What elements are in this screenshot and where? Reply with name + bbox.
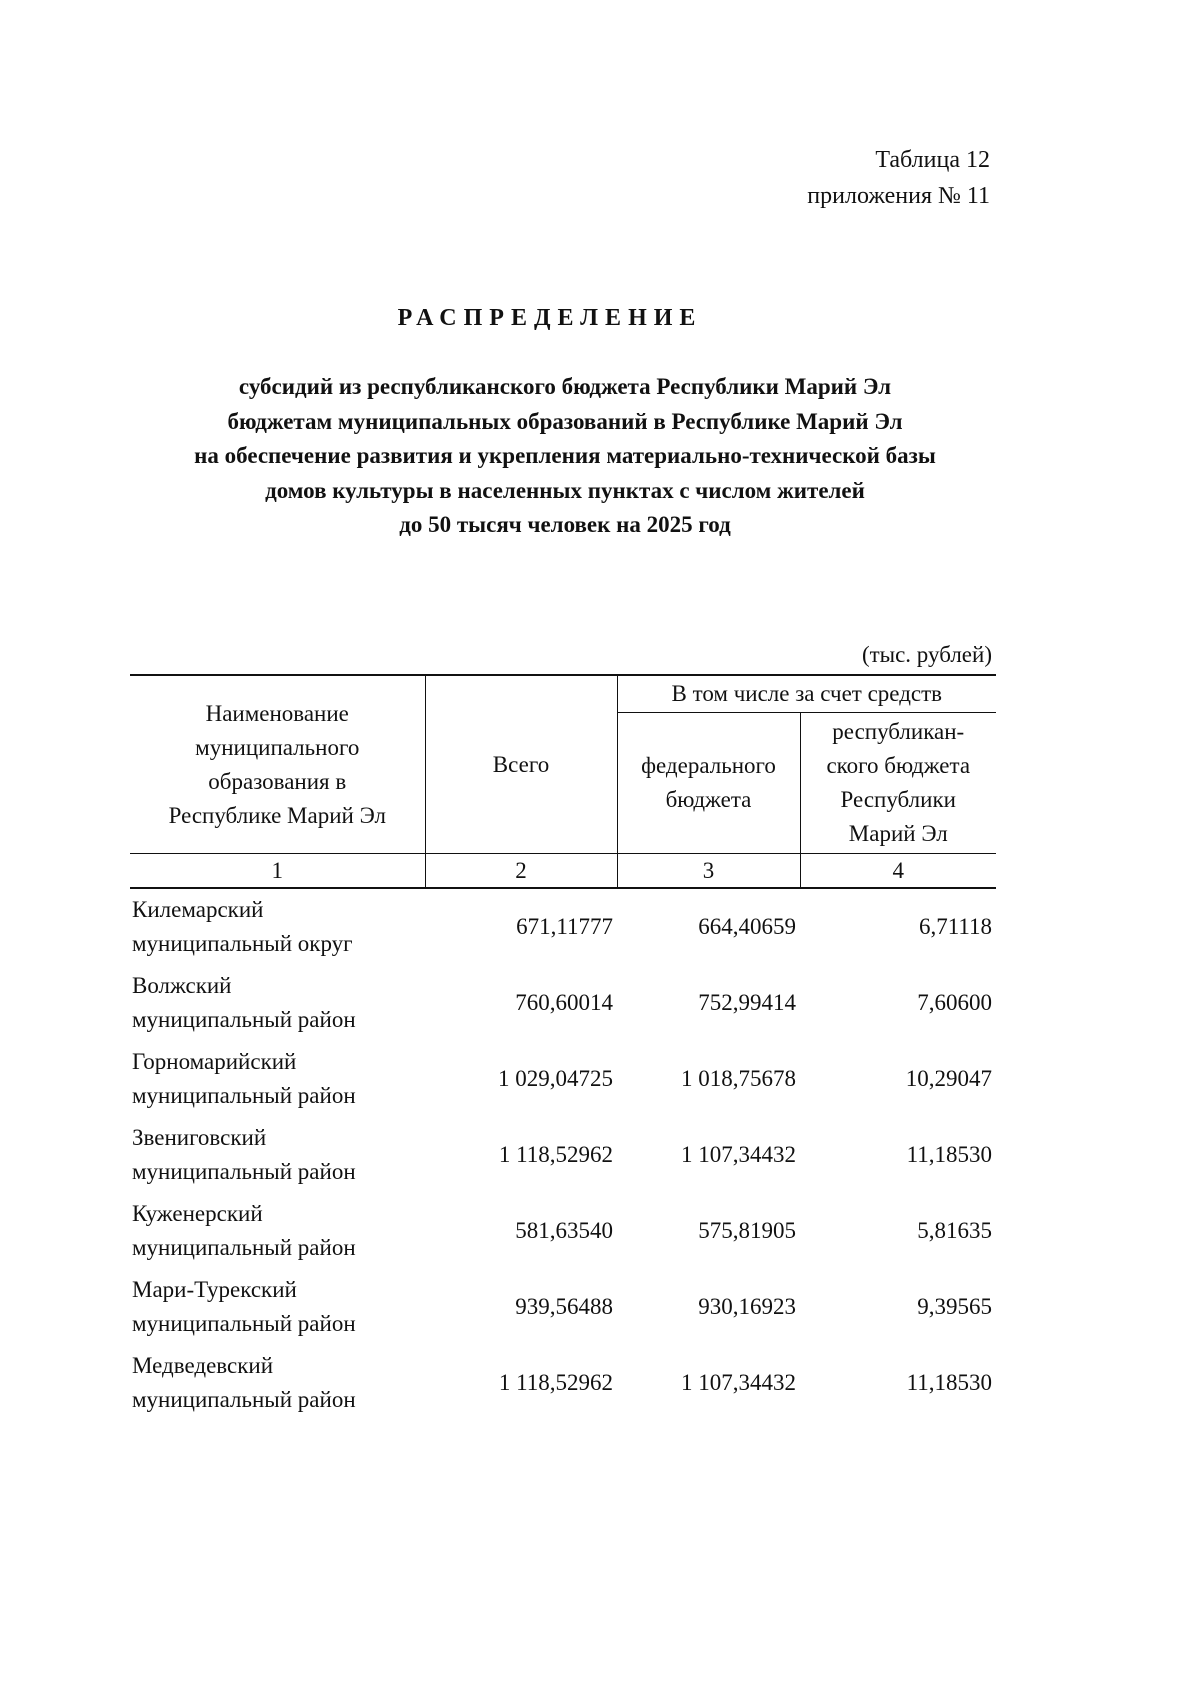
municipality-name-line2: муниципальный район <box>132 1083 356 1108</box>
total-value: 939,56488 <box>515 1294 613 1319</box>
table-row <box>130 1041 996 1117</box>
column-number: 3 <box>617 854 800 889</box>
total-value: 671,11777 <box>516 914 613 939</box>
municipality-name-line1: Волжский <box>132 973 232 998</box>
header-total: Всего <box>425 675 617 854</box>
municipality-name-line1: Мари-Турекский <box>132 1277 297 1302</box>
municipality-name <box>130 1117 425 1193</box>
municipality-name <box>130 1269 425 1345</box>
municipality-name <box>130 888 425 965</box>
subtitle-line: на обеспечение развития и укрепления материально-технической базы <box>194 443 936 468</box>
municipality-name-line2: муниципальный район <box>132 1235 356 1260</box>
header-group: В том числе за счет средств <box>617 675 996 713</box>
subtitle-line: субсидий из республиканского бюджета Республики Марий Эл <box>238 374 892 399</box>
municipality-name-line2: муниципальный район <box>132 1007 356 1032</box>
reference-line-1: Таблица 12 <box>875 147 990 173</box>
table-row <box>130 1269 996 1345</box>
municipality-name-line1: Медведевский <box>132 1353 274 1378</box>
table-row <box>130 1117 996 1193</box>
federal-value: 1 107,34432 <box>681 1370 796 1395</box>
municipality-name-line2: муниципальный район <box>132 1159 356 1184</box>
subtitle-line: домов культуры в населенных пунктах с числом жителей <box>265 477 865 503</box>
municipality-name <box>130 1345 425 1421</box>
republic-value: 7,60600 <box>917 990 992 1015</box>
municipality-name <box>130 965 425 1041</box>
federal-value: 752,99414 <box>698 990 796 1015</box>
total-value: 581,63540 <box>515 1218 613 1243</box>
document-subtitle <box>0 370 1130 543</box>
republic-value: 10,29047 <box>905 1066 992 1091</box>
table-row <box>130 888 996 965</box>
municipality-name <box>130 1041 425 1117</box>
subtitle-line: бюджетам муниципальных образований в Республике Марий Эл <box>227 408 903 434</box>
total-value: 1 118,52962 <box>498 1370 613 1395</box>
federal-value: 1 107,34432 <box>681 1142 796 1167</box>
total-value: 760,60014 <box>515 990 613 1015</box>
table-reference <box>807 142 990 214</box>
municipality-name-line1: Куженерский <box>132 1201 263 1226</box>
column-number: 1 <box>130 854 425 889</box>
total-value: 1 118,52962 <box>498 1142 613 1167</box>
total-value: 1 029,04725 <box>498 1066 613 1091</box>
municipality-name-line2: муниципальный район <box>132 1311 356 1336</box>
municipality-name-line2: муниципальный округ <box>132 931 353 956</box>
federal-value: 575,81905 <box>698 1218 796 1243</box>
table-row <box>130 965 996 1041</box>
municipality-name-line1: Горномарийский <box>132 1049 297 1074</box>
municipality-name-line1: Килемарский <box>132 897 264 922</box>
header-republic: республикан-ского бюджета Республики Марий Эл <box>800 713 996 854</box>
republic-value: 6,71118 <box>918 914 992 939</box>
municipality-name <box>130 1193 425 1269</box>
column-numbers-row <box>130 854 996 889</box>
reference-line-2: приложения № 11 <box>807 183 990 209</box>
units-label: (тыс. рублей) <box>861 642 992 667</box>
table-row <box>130 1345 996 1421</box>
republic-value: 5,81635 <box>917 1218 992 1243</box>
republic-value: 11,18530 <box>906 1142 992 1167</box>
municipality-name-line1: Звениговский <box>132 1125 267 1150</box>
federal-value: 1 018,75678 <box>681 1066 796 1091</box>
header-federal: федерального бюджета <box>617 713 800 854</box>
column-number: 2 <box>425 854 617 889</box>
table-row <box>130 1193 996 1269</box>
federal-value: 664,40659 <box>698 914 796 939</box>
column-number: 4 <box>800 854 996 889</box>
subtitle-line: до 50 тысяч человек на 2025 год <box>399 512 731 537</box>
federal-value: 930,16923 <box>698 1294 796 1319</box>
republic-value: 11,18530 <box>906 1370 992 1395</box>
republic-value: 9,39565 <box>917 1294 992 1319</box>
municipality-name-line2: муниципальный район <box>132 1387 356 1412</box>
distribution-table <box>130 674 996 1421</box>
header-name: Наименование муниципального образования в Республике Марий Эл <box>130 675 425 854</box>
document-title: РАСПРЕДЕЛЕНИЕ <box>397 305 703 331</box>
